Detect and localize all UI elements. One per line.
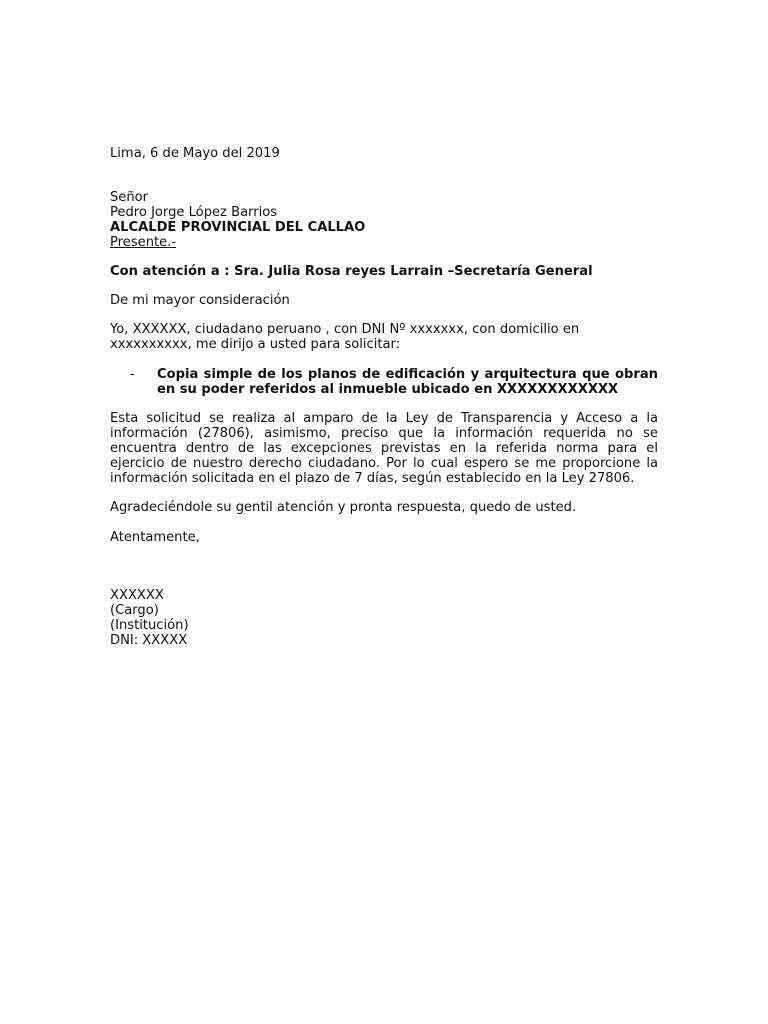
signature-name: XXXXXX xyxy=(110,588,164,603)
recipient-title: ALCALDE PROVINCIAL DEL CALLAO xyxy=(110,220,366,235)
bullet-dash: - xyxy=(130,367,135,382)
signature-institution: (Institución) xyxy=(110,618,189,633)
bullet-request-text: Copia simple de los planos de edificación y arquitectura que obran en su poder referidos al inmueble ubicado en XXXXXXXXXXXX xyxy=(157,367,658,397)
place-date: Lima, 6 de Mayo del 2019 xyxy=(110,146,280,161)
intro-line-2: xxxxxxxxxx, me dirijo a usted para solicitar: xyxy=(110,337,401,352)
greeting: De mi mayor consideración xyxy=(110,293,290,308)
closing: Atentamente, xyxy=(110,530,200,545)
signature-dni: DNI: XXXXX xyxy=(110,633,188,648)
recipient-name: Pedro Jorge López Barrios xyxy=(110,205,278,220)
closing-thanks: Agradeciéndole su gentil atención y pronta respuesta, quedo de usted. xyxy=(110,500,577,515)
recipient-salutation: Señor xyxy=(110,190,149,205)
recipient-presente: Presente.- xyxy=(110,235,177,250)
body-paragraph: Esta solicitud se realiza al amparo de la Ley de Transparencia y Acceso a la información (27806), asimismo, preciso que la información requerida no se encuentra dentro de las excepciones previstas en la referida norma para el ejercicio de nuestro derecho ciudadano. Por lo cual espero se me proporcione la información solicitada en el plazo de 7 días, según establecido en la Ley 27806. xyxy=(110,411,658,486)
attention-line: Con atención a : Sra. Julia Rosa reyes Larrain –Secretaría General xyxy=(110,264,593,279)
intro-line-1: Yo, XXXXXX, ciudadano peruano , con DNI Nº xxxxxxx, con domicilio en xyxy=(110,322,580,337)
signature-position: (Cargo) xyxy=(110,603,159,618)
